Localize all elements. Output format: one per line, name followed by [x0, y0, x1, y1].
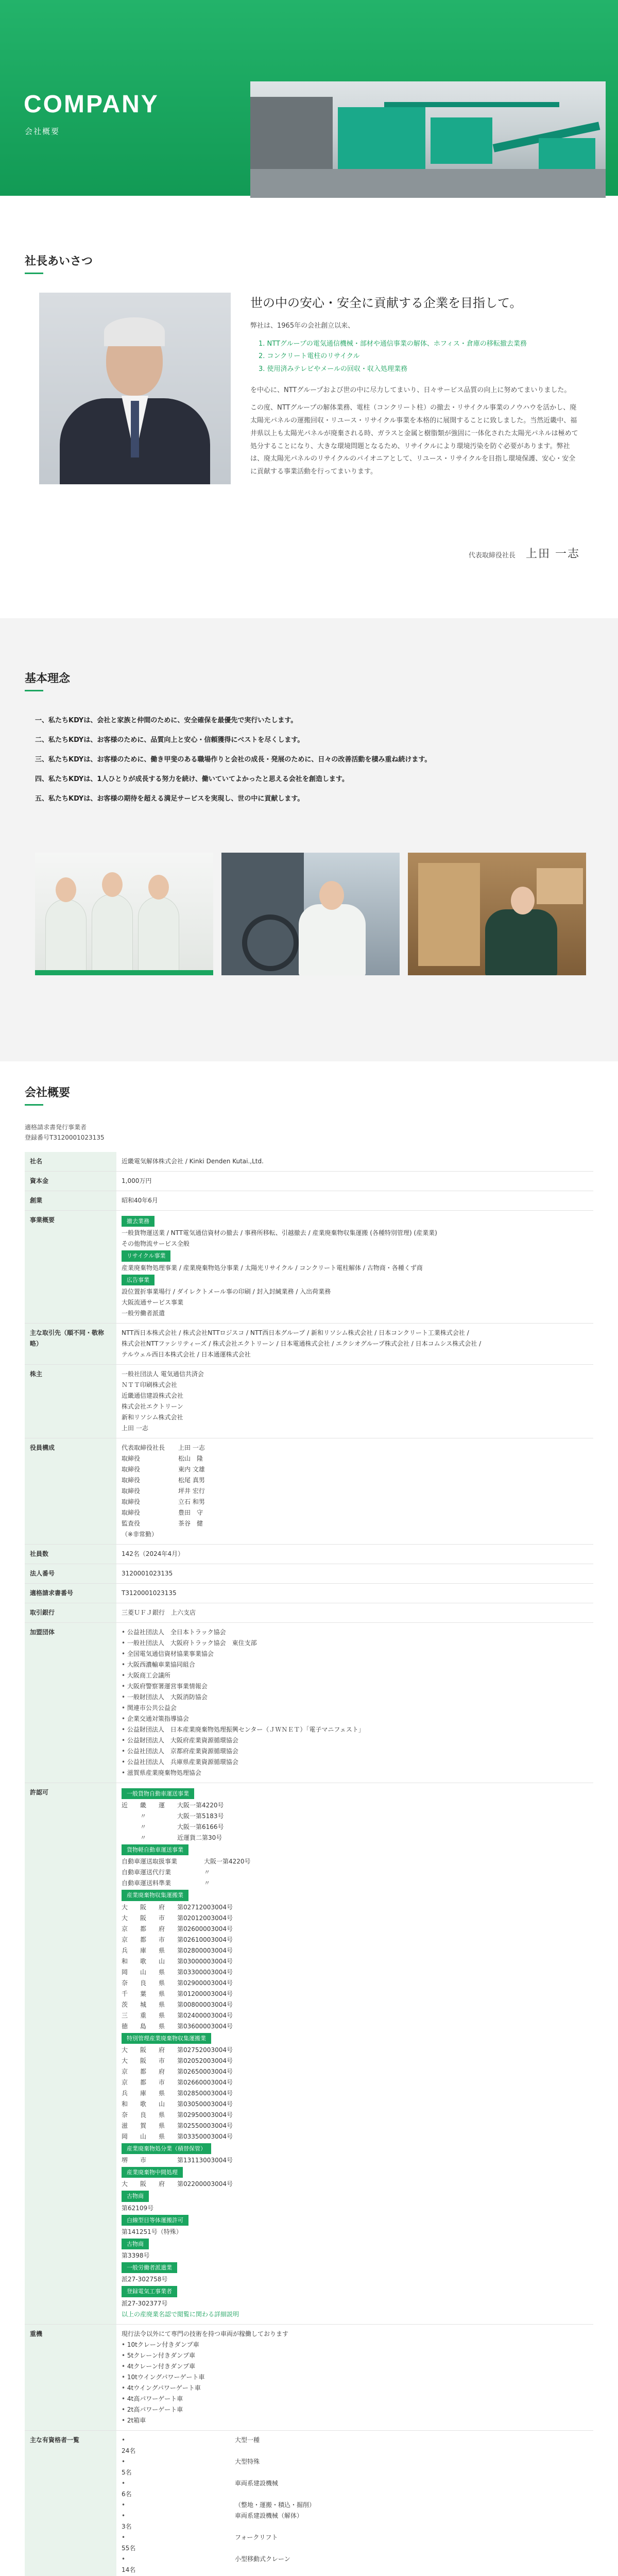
- vehicle-item: • 4tウイングパワーゲート車: [122, 2383, 588, 2394]
- greeting-headline: 世の中の安心・安全に貢献する企業を目指して。: [250, 296, 522, 310]
- table-row: [25, 1172, 593, 1191]
- permit-cell: 畿: [140, 1802, 147, 1809]
- permit-tag: 産業廃棄物中間処理: [122, 2167, 183, 2178]
- permit-cell: 県: [159, 1946, 165, 1954]
- license-name: • 車両系建設機械: [235, 2479, 279, 2487]
- row-value: [116, 1364, 593, 1438]
- officer-title: 取締役: [122, 1509, 141, 1516]
- officer-name: 坪井 宏行: [178, 1487, 205, 1495]
- permit-tag: 白線型目等体運搬許可: [122, 2215, 188, 2226]
- permit-cell: 第02550003004号: [177, 2122, 233, 2129]
- business-text: 大阪流通サービス事業: [122, 1298, 184, 1306]
- row-label: 重機: [25, 2324, 116, 2430]
- permit-cell: 京: [122, 2067, 128, 2075]
- officer-title: 取締役: [122, 1454, 141, 1462]
- shareholder: 新和リソシム株式会社: [122, 1413, 183, 1421]
- permit-cell: 葉: [140, 1990, 147, 1997]
- license-name: • （整地・運搬・積込・掘削）: [235, 2501, 316, 2509]
- row-value: [116, 1438, 593, 1544]
- invoice-registration: [25, 1122, 105, 1143]
- permit-rows: [122, 2179, 588, 2190]
- list-item: 3. 使用済みテレビやメールの回収・収入処理業務: [259, 365, 408, 374]
- vehicle-item: • 4t高パワーゲート車: [122, 2394, 588, 2404]
- factory-photo: [250, 81, 606, 198]
- vehicle-item: • 2t箱車: [122, 2415, 588, 2426]
- permit-cell: 自動車運送料準業: [122, 1879, 171, 1887]
- permit-cell: 都: [140, 2067, 147, 2075]
- row-value: [116, 2324, 593, 2430]
- row-label: 法人番号: [25, 1564, 116, 1583]
- permit-cell: 京: [122, 1925, 128, 1933]
- permit-cell: 山: [140, 2132, 147, 2140]
- row-label: 社員数: [25, 1544, 116, 1564]
- permit-cell: 近運貨二第30号: [177, 1834, 222, 1841]
- row-value: 昭和40年6月: [116, 1191, 593, 1211]
- table-row: [25, 1603, 593, 1622]
- permit-cell: 大: [122, 2046, 128, 2054]
- permit-cell: 第02712003004号: [177, 1903, 233, 1911]
- permit-cell: 阪: [140, 1914, 147, 1922]
- permit-cell: 市: [159, 2057, 165, 2064]
- permit-cell: 市: [159, 1936, 165, 1943]
- permit-value: 第62109号: [122, 2204, 154, 2212]
- permit-cell: [122, 1822, 140, 1833]
- permit-cell: 和: [122, 2100, 128, 2108]
- permit-cell: 運: [159, 1802, 165, 1809]
- table-row: [25, 1564, 593, 1583]
- permit-cell: 府: [159, 2046, 165, 2054]
- permit-cell: 庫: [140, 2089, 147, 2097]
- business-text: 一般貨物運送業 / NTT電気通信資材の撤去 / 事務所移転、引越撤去 / 産業廃棄物収集運搬 (各種特別管理) (産業業): [122, 1229, 437, 1237]
- hero-title: COMPANY: [24, 91, 159, 118]
- association-item: • 一般社団法人 大阪府トラック協会 東住支部: [122, 1638, 588, 1649]
- permit-cell: 都: [140, 2078, 147, 2086]
- vehicle-intro: 現行法令以外にて専門の技術を持つ車両が稼働しております: [122, 2330, 289, 2337]
- association-item: • 全国電気通信資材協業事業協会: [122, 1649, 588, 1659]
- row-label: 主な取引先（順不同・敬称略）: [25, 1323, 116, 1364]
- permit-cell: 茨: [122, 2001, 128, 2008]
- permit-cell: 阪: [140, 2180, 147, 2188]
- permit-cell: 県: [159, 2132, 165, 2140]
- signature-title: 代表取締役社長: [468, 552, 516, 560]
- permit-cell: 阪: [140, 1903, 147, 1911]
- vehicle-item: • 4tクレーン付きダンプ車: [122, 2361, 588, 2372]
- ceo-signature: [469, 545, 580, 561]
- license-item: [122, 2435, 588, 2456]
- permit-cell: 〃: [140, 1812, 147, 1820]
- officer-name: 松山 隆: [178, 1454, 203, 1462]
- table-row: [25, 1622, 593, 1783]
- signature-name: 上田 一志: [526, 548, 580, 561]
- permit-cell: 良: [140, 1979, 147, 1987]
- permit-cell: [159, 1822, 177, 1833]
- permit-value: 派27-302758号: [122, 2276, 168, 2283]
- license-name: • 小型移動式クレーン: [235, 2555, 290, 2563]
- permit-cell: 都: [140, 1936, 147, 1943]
- permit-cell: 大阪一第4220号: [177, 1802, 224, 1809]
- permit-cell: 自動車運送取扱事業: [122, 1858, 178, 1866]
- license-list: [122, 2435, 588, 2576]
- permit-cell: 府: [159, 2067, 165, 2075]
- shareholder: 一般社団法人 電気通信共済会: [122, 1370, 204, 1378]
- philosophy-list: [35, 711, 431, 809]
- client-line: テルウェル西日本株式会社 / 日本通運株式会社: [122, 1350, 251, 1358]
- permit-cell: 府: [159, 1925, 165, 1933]
- officer-title: 取締役: [122, 1476, 141, 1484]
- permit-cell: 自動車運送代行業: [122, 1869, 171, 1876]
- table-row: [25, 1544, 593, 1564]
- permit-cell: 第02950003004号: [177, 2111, 233, 2119]
- permit-cell: 歌: [140, 1957, 147, 1965]
- business-tag: 広告事業: [122, 1275, 154, 1285]
- permit-cell: 良: [140, 2111, 147, 2119]
- permit-cell: 第03000003004号: [177, 1957, 233, 1965]
- permit-cell: 府: [159, 1903, 165, 1911]
- permit-rows: [122, 1800, 588, 1843]
- permit-cell: 堺: [122, 2157, 128, 2164]
- permit-cell: [159, 1811, 177, 1822]
- permit-tag: 一般労働者派遣業: [122, 2262, 177, 2273]
- philosophy-photos: [35, 853, 586, 975]
- permit-cell: 第03350003004号: [177, 2132, 233, 2140]
- row-value: [116, 1211, 593, 1324]
- permit-value: 派27-302377号: [122, 2299, 168, 2307]
- association-item: • 公益社団法人 兵庫県産業資源循環協会: [122, 1757, 588, 1768]
- row-label: 適格請求書番号: [25, 1583, 116, 1603]
- vehicle-item: • 10tクレーン付きダンプ車: [122, 2340, 588, 2350]
- permit-cell: 岡: [122, 1968, 128, 1976]
- row-label: 創業: [25, 1191, 116, 1211]
- license-count: 3名: [122, 2522, 132, 2530]
- permit-cell: 大: [122, 1914, 128, 1922]
- permit-value: 第3398号: [122, 2252, 150, 2259]
- permit-cell: 〃: [204, 1879, 211, 1887]
- greeting-business-list: [259, 338, 580, 376]
- permit-cell: 都: [140, 1925, 147, 1933]
- company-info-table: [25, 1152, 593, 2576]
- license-item: [122, 2500, 588, 2511]
- permit-cell: 第02600003004号: [177, 1925, 233, 1933]
- vehicle-item: • 2t高パワーゲート車: [122, 2404, 588, 2415]
- row-value: [116, 1622, 593, 1783]
- permit-cell: 奈: [122, 2111, 128, 2119]
- permit-cell: 県: [159, 1968, 165, 1976]
- business-tag: リサイクル事業: [122, 1250, 170, 1261]
- permit-cell: 滋: [122, 2122, 128, 2129]
- association-item: • 関連市公共公益会: [122, 1703, 588, 1714]
- permit-cell: [122, 1811, 140, 1822]
- association-item: • 公益財団法人 大阪府産業資源循環協会: [122, 1735, 588, 1746]
- permit-cell: 大: [122, 1903, 128, 1911]
- table-row: [25, 1438, 593, 1544]
- client-line: 株式会社NTTファシリティーズ / 株式会社エクトリーン / 日本電通株式会社 / エクシオグループ株式会社 / 日本コムシス株式会社 /: [122, 1340, 482, 1347]
- ceo-portrait-photo: [39, 293, 231, 484]
- permit-cell: 第02650003004号: [177, 2067, 233, 2075]
- greeting-section-title: 社長あいさつ: [25, 252, 93, 274]
- permit-cell: 県: [159, 2089, 165, 2097]
- officer-note: （※非常勤）: [122, 1530, 158, 1538]
- list-item: 一、私たちKDYは、会社と家族と仲間のために、安全確保を最優先で実行いたします。: [35, 717, 298, 724]
- permit-cell: 第02200003004号: [177, 2180, 233, 2188]
- row-label: 許認可: [25, 1783, 116, 2324]
- permit-tag: 貨物軽自動車運送事業: [122, 1844, 188, 1855]
- meta-line: 適格請求書発行事業者: [25, 1124, 87, 1131]
- permit-rows: [122, 2155, 588, 2166]
- row-label: 事業概要: [25, 1211, 116, 1324]
- permit-cell: 歌: [140, 2100, 147, 2108]
- table-row: [25, 2430, 593, 2576]
- business-text: 産業廃棄物処理事業 / 産業廃棄物処分事業 / 太陽光リサイクル / コンクリート電柱解体 / 古物商・各種くず商: [122, 1264, 423, 1272]
- permit-cell: 山: [159, 2100, 165, 2108]
- permit-cell: 大阪一第4220号: [204, 1858, 251, 1866]
- permit-cell: 第03600003004号: [177, 2022, 233, 2030]
- permit-cell: 千: [122, 1990, 128, 1997]
- list-item: 三、私たちKDYは、お客様のために、働き甲斐のある職場作りと会社の成長・発展のために、日々の改善活動を積み重ね続けます。: [35, 756, 432, 764]
- row-value: T3120001023135: [116, 1583, 593, 1603]
- permit-cell: 市: [159, 2078, 165, 2086]
- association-item: • 公益社団法人 全日本トラック協会: [122, 1627, 588, 1638]
- row-value: [116, 2430, 593, 2576]
- association-item: • 大阪商工会議所: [122, 1670, 588, 1681]
- permit-cell: 阪: [140, 2046, 147, 2054]
- permit-tag: 登録電気工事業者: [122, 2286, 177, 2297]
- permit-cell: 庫: [140, 1946, 147, 1954]
- permit-cell: 県: [159, 1990, 165, 1997]
- warehouse-worker-photo: [408, 853, 586, 975]
- shareholder: 上田 一志: [122, 1424, 148, 1432]
- business-text: その他物流サービス全般: [122, 1240, 190, 1248]
- license-name: • 大型特殊: [235, 2458, 260, 2465]
- permit-cell: 第01200003004号: [177, 1990, 233, 1997]
- permit-cell: 兵: [122, 1946, 128, 1954]
- table-row: [25, 1191, 593, 1211]
- officer-title: 取締役: [122, 1498, 141, 1505]
- license-name: • 大型一種: [235, 2436, 260, 2444]
- philosophy-section-title: 基本理念: [25, 670, 70, 691]
- permit-cell: 〃: [140, 1823, 147, 1831]
- table-row: [25, 1364, 593, 1438]
- vehicle-item: • 10tウイングパワーゲート車: [122, 2372, 588, 2383]
- permit-cell: 奈: [122, 1979, 128, 1987]
- license-item: [122, 2478, 588, 2500]
- license-item: [122, 2456, 588, 2478]
- permit-cell: 県: [159, 2122, 165, 2129]
- row-value: 1,000万円: [116, 1172, 593, 1191]
- license-count: 55名: [122, 2544, 136, 2552]
- officer-title: 代表取締役社長: [122, 1444, 165, 1451]
- permit-cell: 第02900003004号: [177, 1979, 233, 1987]
- permit-tag: 産業廃棄物収集運搬業: [122, 1890, 188, 1901]
- permit-cell: 城: [140, 2001, 147, 2008]
- table-row: [25, 2324, 593, 2430]
- staff-team-photo: [35, 853, 213, 975]
- vehicle-item: • 5tクレーン付きダンプ車: [122, 2350, 588, 2361]
- license-count: 24名: [122, 2447, 136, 2454]
- license-item: [122, 2554, 588, 2575]
- hero-subtitle: 会社概要: [25, 127, 60, 136]
- row-label: 社名: [25, 1152, 116, 1172]
- permit-cell: 第03300003004号: [177, 1968, 233, 1976]
- row-value: 近畿電気解体株式会社 / Kinki Denden Kutai.,Ltd.: [116, 1152, 593, 1172]
- permit-cell: 第00800003004号: [177, 2001, 233, 2008]
- permit-rows: [122, 2045, 588, 2142]
- permit-cell: 島: [140, 2022, 147, 2030]
- permit-cell: 市: [140, 2157, 147, 2164]
- table-row: [25, 1583, 593, 1603]
- row-value: 142名（2024年4月）: [116, 1544, 593, 1564]
- permit-cell: 重: [140, 2011, 147, 2019]
- hero: [0, 0, 618, 206]
- list-item: 五、私たちKDYは、お客様の期待を超える満足サービスを実現し、世の中に貢献します。: [35, 795, 304, 803]
- permit-cell: 京: [122, 1936, 128, 1943]
- permit-cell: 第02400003004号: [177, 2011, 233, 2019]
- officer-title: 取締役: [122, 1487, 141, 1495]
- permit-cell: 徳: [122, 2022, 128, 2030]
- license-name: • 車両系建設機械（解体）: [235, 2512, 303, 2519]
- permit-tag: 産業廃棄物処分業（積替保管）: [122, 2143, 211, 2154]
- permit-cell: 大: [122, 2180, 128, 2188]
- permit-cell: 第02752003004号: [177, 2046, 233, 2054]
- association-item: • 一般財団法人 大阪消防協会: [122, 1692, 588, 1703]
- row-value: 3120001023135: [116, 1564, 593, 1583]
- permit-cell: 県: [159, 2001, 165, 2008]
- permit-cell: 第02012003004号: [177, 1914, 233, 1922]
- row-label: 加盟団体: [25, 1622, 116, 1783]
- list-item: 2. コンクリート電柱のリサイクル: [259, 352, 360, 361]
- greeting-text: [250, 293, 580, 484]
- table-row: [25, 1152, 593, 1172]
- permit-rows: [122, 1856, 588, 1889]
- permit-cell: 賀: [140, 2122, 147, 2129]
- list-item: 四、私たちKDYは、1人ひとりが成長する努力を続け、働いていてよかったと思える会社を創造します。: [35, 775, 349, 783]
- association-item: • 大阪府警察署運営事業情報会: [122, 1681, 588, 1692]
- officer-title: 取締役: [122, 1465, 141, 1473]
- officer-name: 豊田 守: [178, 1509, 203, 1516]
- association-item: • 滋賀県産業廃棄物処理協会: [122, 1768, 588, 1778]
- shareholder: ＮＴＴ印刷株式会社: [122, 1381, 178, 1388]
- permit-cell: 第02610003004号: [177, 1936, 233, 1943]
- permit-cell: 県: [159, 2111, 165, 2119]
- permit-tag: 古物商: [122, 2239, 149, 2249]
- row-value: [116, 1323, 593, 1364]
- permit-cell: 市: [159, 1914, 165, 1922]
- permit-rows: [122, 1902, 588, 2032]
- permit-cell: 和: [122, 1957, 128, 1965]
- client-line: NTT西日本株式会社 / 株式会社NTTロジスコ / NTT西日本グループ / 新和リソシム株式会社 / 日本コンクリート工業株式会社 /: [122, 1329, 469, 1336]
- permit-tag: 特別管理産業廃棄物収集運搬業: [122, 2033, 211, 2044]
- business-tag: 撤去業務: [122, 1216, 154, 1227]
- association-item: • 企業交通対策指導協会: [122, 1714, 588, 1724]
- license-name: • フォークリフト: [235, 2533, 278, 2541]
- association-item: • 公益財団法人 日本産業廃棄物処理振興センター（ＪＷＮＥＴ）「電子マニフェスト」: [122, 1724, 588, 1735]
- permit-cell: 県: [159, 1979, 165, 1987]
- permit-cell: 第02660003004号: [177, 2078, 233, 2086]
- permit-value: 第141251号（特殊）: [122, 2228, 182, 2235]
- permit-cell: [159, 1833, 177, 1843]
- greeting-paragraph: この度、NTTグループの解体業務、電柱（コンクリート柱）の撤去・リサイクル事業のノウハウを活かし、廃太陽光パネルの運搬回収・リユース・リサイクル事業を本格的に展開することに致しました。当然近畿中、福井県以上も太陽光パネルが廃棄される時、ガラスと金属と樹脂類が強固に一体化された太陽光パネルは極めて処分することになり、大きな環境問題となるため、リサイクルにより環境汚染を防ぐ必要があります。弊社は、廃太陽光パネルのリサイクルのパイオニアとして、リユース・リサイクルを目指し環境保護、安心・安全に貢献する事業活動を行ってまいります。: [250, 404, 578, 476]
- row-label: 主な有資格者一覧: [25, 2430, 116, 2576]
- permit-cell: 兵: [122, 2089, 128, 2097]
- license-count: 5名: [122, 2468, 132, 2476]
- permit-tag: 一般貨物自動車運送事業: [122, 1788, 194, 1799]
- officer-name: 東内 文雄: [178, 1465, 205, 1473]
- license-item: [122, 2511, 588, 2532]
- permit-details-link[interactable]: 以上の産廃業名認で閲覧に関わる詳細説明: [122, 2310, 239, 2318]
- officer-name: 上田 一志: [178, 1444, 205, 1451]
- license-item: [122, 2532, 588, 2554]
- greeting-paragraph: 弊社は、1965年の会社創立以来、: [250, 322, 355, 330]
- permit-cell: 府: [159, 2180, 165, 2188]
- permit-cell: 第02850003004号: [177, 2089, 233, 2097]
- philosophy-section: [0, 618, 618, 1061]
- officer-title: 監査役: [122, 1519, 141, 1527]
- permit-cell: 近: [122, 1802, 128, 1809]
- table-row: [25, 1783, 593, 2324]
- business-text: 一般労働者派遣: [122, 1309, 165, 1317]
- row-label: 株主: [25, 1364, 116, 1438]
- association-item: • 大阪西濃輸車業協同組合: [122, 1659, 588, 1670]
- vehicle-list: [122, 2340, 588, 2426]
- association-item: • 公益社団法人 京都府産業資源循環協会: [122, 1746, 588, 1757]
- association-list: [122, 1627, 588, 1778]
- permit-cell: 県: [159, 2011, 165, 2019]
- permit-cell: 三: [122, 2011, 128, 2019]
- company-overview-section: [0, 1061, 618, 2576]
- row-label: 取引銀行: [25, 1603, 116, 1622]
- permit-cell: 〃: [140, 1834, 147, 1841]
- officer-name: 松尾 真男: [178, 1476, 205, 1484]
- table-row: [25, 1211, 593, 1324]
- license-count: 14名: [122, 2566, 136, 2573]
- list-item: 1. NTTグループの電気通信機械・部材や通信事業の解体、ホフィス・倉庫の移転撤去業務: [259, 340, 527, 348]
- permit-cell: 山: [140, 1968, 147, 1976]
- shareholder: 株式会社エクトリーン: [122, 1402, 183, 1410]
- permit-cell: 第02052003004号: [177, 2057, 233, 2064]
- overview-section-title: 会社概要: [25, 1084, 70, 1106]
- permit-cell: 県: [159, 2022, 165, 2030]
- officer-name: 茶谷 健: [178, 1519, 203, 1527]
- permit-cell: 大: [122, 2057, 128, 2064]
- permit-cell: 岡: [122, 2132, 128, 2140]
- permit-cell: [122, 1833, 140, 1843]
- row-label: 役員構成: [25, 1438, 116, 1544]
- shareholder: 近畿通信建設株式会社: [122, 1392, 184, 1399]
- greeting-paragraph: を中心に、NTTグループおよび世の中に尽力してまいり、日々サービス品質の向上に努めてまいりました。: [250, 386, 571, 394]
- permit-cell: 〃: [204, 1869, 211, 1876]
- permit-cell: 大阪一第5183号: [177, 1812, 224, 1820]
- permit-cell: 第03050003004号: [177, 2100, 233, 2108]
- row-value: [116, 1783, 593, 2324]
- permit-cell: 山: [159, 1957, 165, 1965]
- permit-tag: 古物商: [122, 2191, 149, 2201]
- permit-cell: 第13113003004号: [177, 2157, 233, 2164]
- officer-name: 立石 和男: [178, 1498, 205, 1505]
- permit-cell: 阪: [140, 2057, 147, 2064]
- meta-line: 登録番号T3120001023135: [25, 1134, 105, 1142]
- permit-cell: [159, 2155, 177, 2166]
- permit-cell: 京: [122, 2078, 128, 2086]
- driver-photo: [221, 853, 400, 975]
- permit-cell: 第02800003004号: [177, 1946, 233, 1954]
- list-item: 二、私たちKDYは、お客様のために、品質向上と安心・信頼獲得にベストを尽くします。: [35, 736, 304, 744]
- row-value: 三菱ＵＦＪ銀行 上六支店: [116, 1603, 593, 1622]
- permit-cell: 大阪一第6166号: [177, 1823, 224, 1831]
- table-row: [25, 1323, 593, 1364]
- row-label: 資本金: [25, 1172, 116, 1191]
- business-text: 設位置折事業場行 / ダイレクトメール事の印刷 / 封入封緘業務 / 入出荷業務: [122, 1287, 331, 1295]
- license-count: 6名: [122, 2490, 132, 2498]
